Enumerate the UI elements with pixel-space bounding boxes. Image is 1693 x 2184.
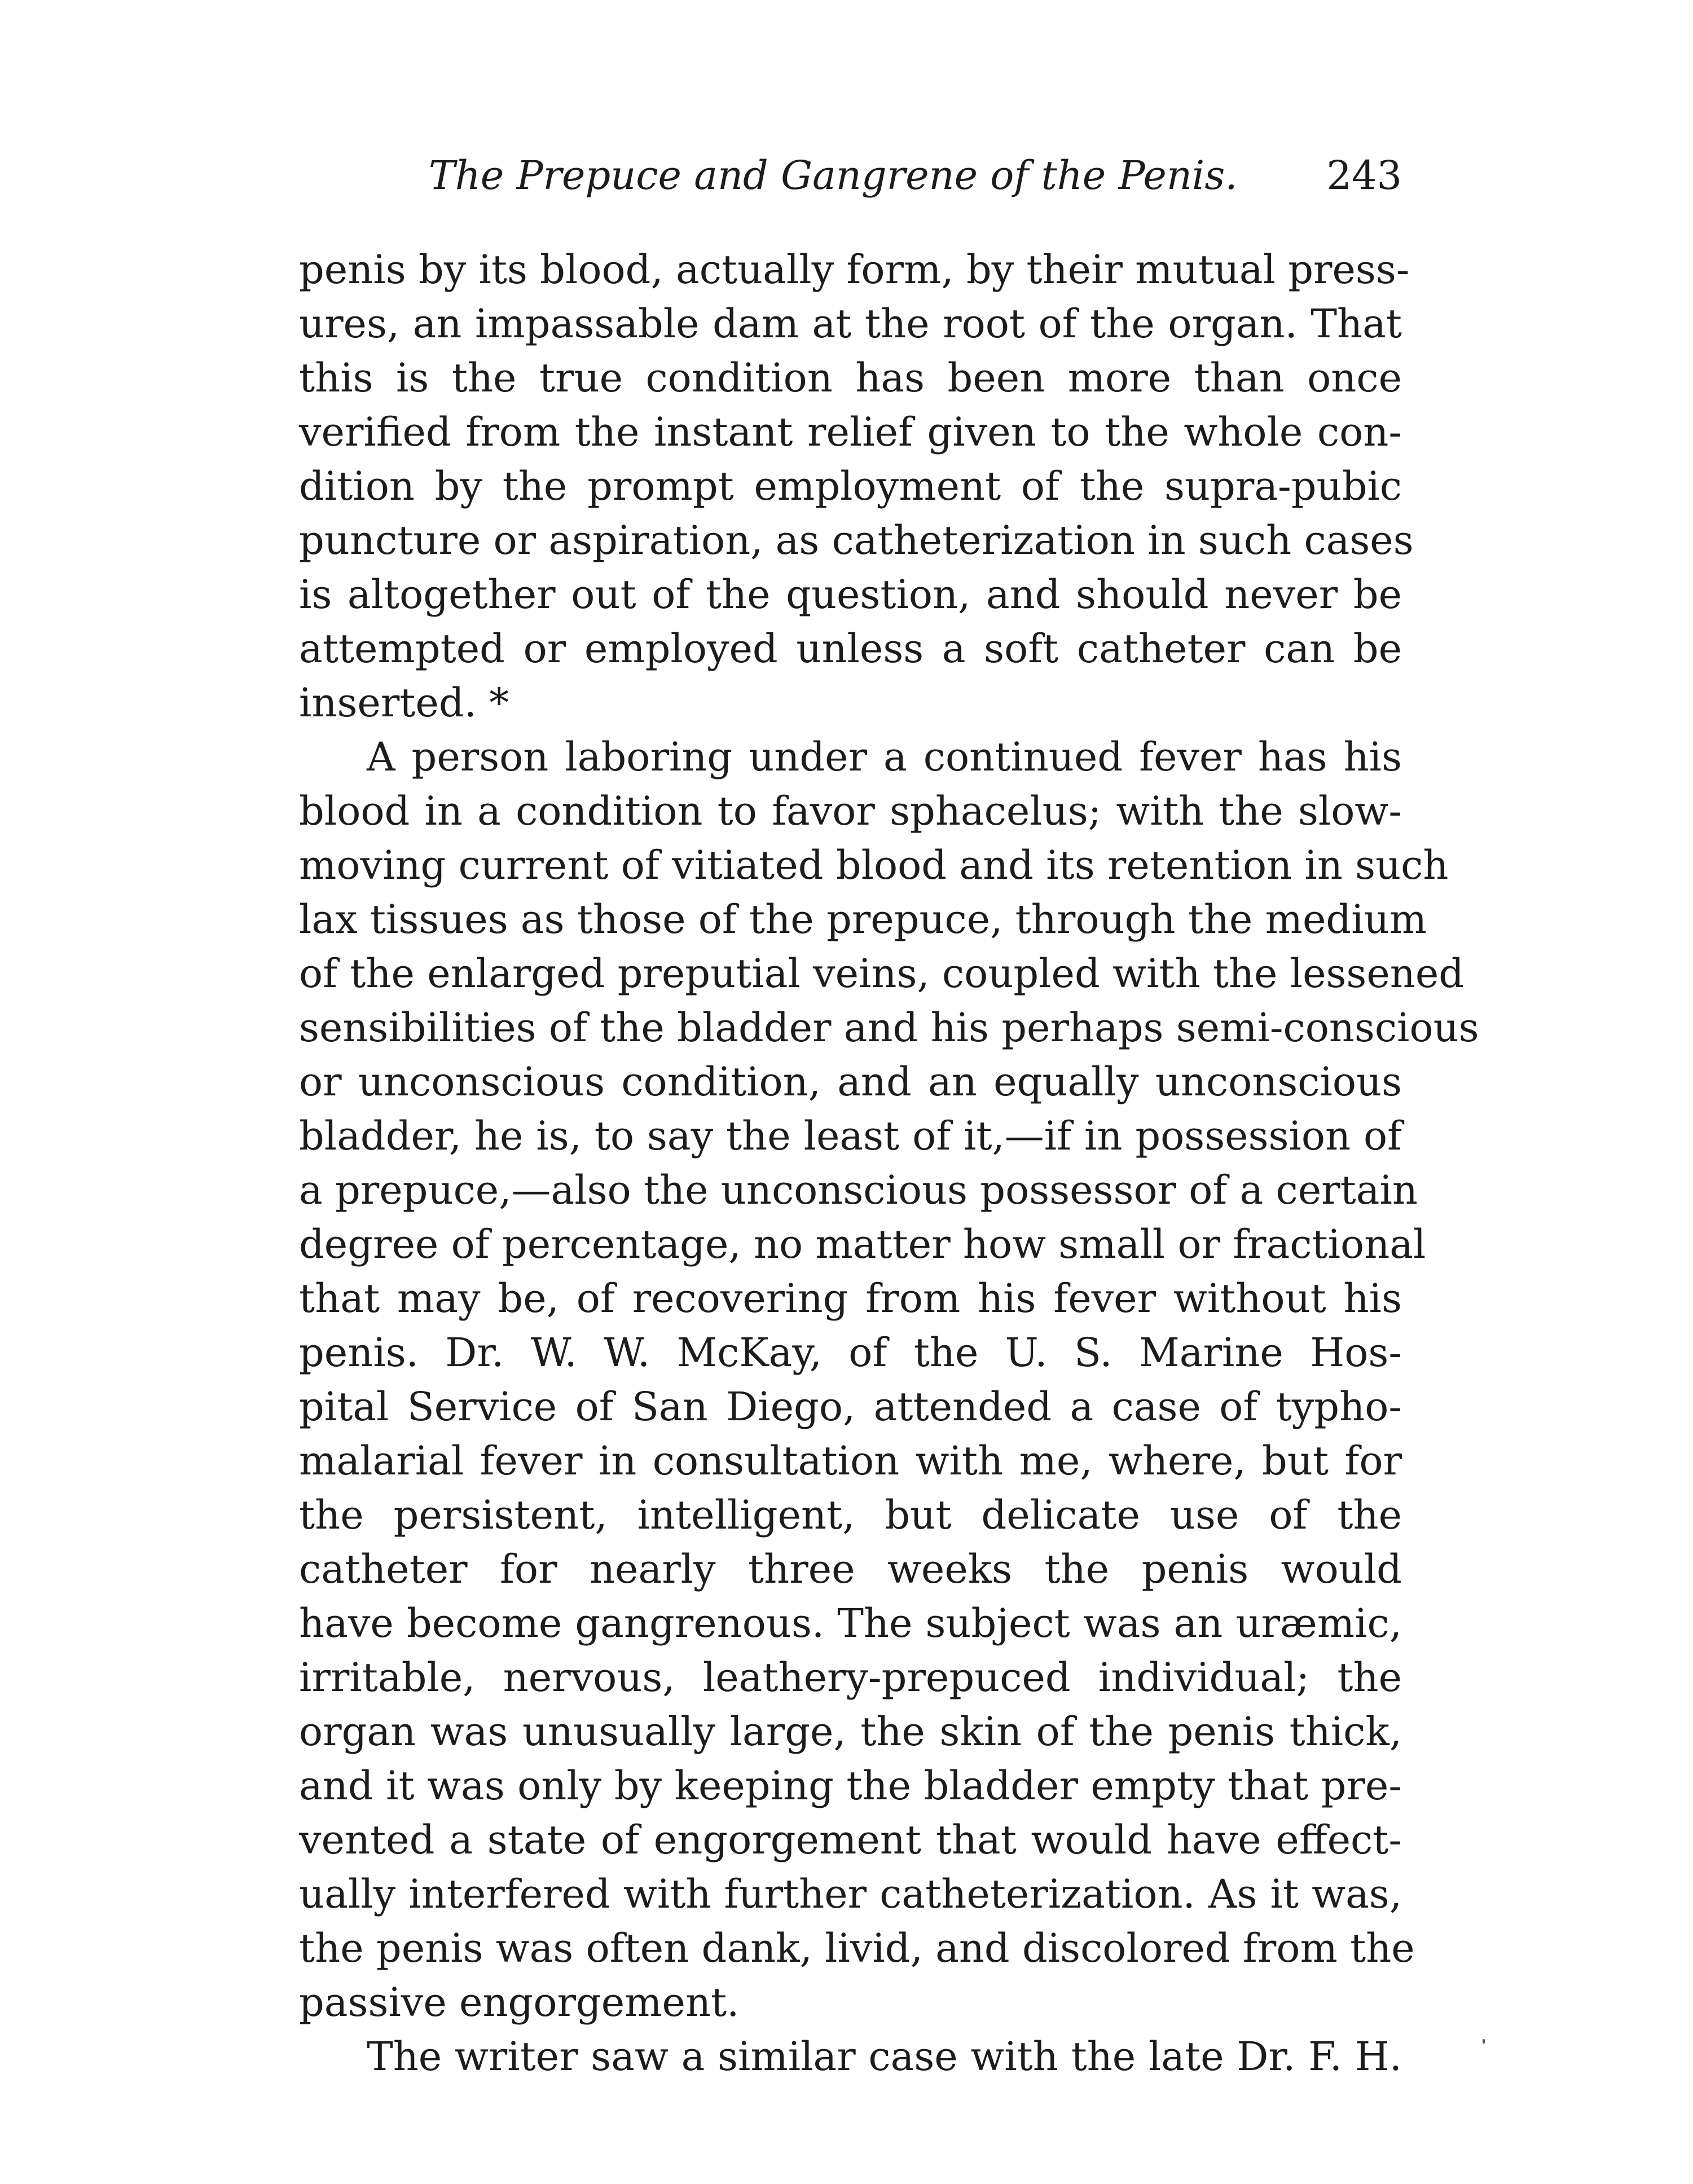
- text-line: inserted. *: [299, 680, 509, 726]
- text-line: organ was unusually large, the skin of the penis thick,: [299, 1709, 1402, 1755]
- text-line: lax tissues as those of the prepuce, through the medium: [299, 896, 1427, 943]
- text-line: this is the true condition has been more than once: [299, 355, 1402, 401]
- text-line: penis. Dr. W. W. McKay, of the U. S. Marine Hos-: [299, 1329, 1402, 1376]
- text-line: vented a state of engorgement that would have effect-: [299, 1817, 1402, 1863]
- text-line: the persistent, intelligent, but delicate use of the: [299, 1492, 1402, 1538]
- text-line: have become gangrenous. The subject was an uræmic,: [299, 1600, 1402, 1646]
- paragraph-first-line: A person laboring under a continued fever has his: [367, 734, 1402, 780]
- text-line: attempted or employed unless a soft catheter can be: [299, 626, 1402, 672]
- paragraph-first-line: The writer saw a similar case with the late Dr. F. H.: [367, 2033, 1402, 2080]
- text-line: dition by the prompt employment of the supra-pubic: [299, 463, 1402, 509]
- text-line: sensibilities of the bladder and his perhaps semi-conscious: [299, 1005, 1479, 1051]
- text-line: malarial fever in consultation with me, where, but for: [299, 1438, 1402, 1484]
- text-line: pital Service of San Diego, attended a case of typho-: [299, 1384, 1402, 1430]
- running-head: [429, 152, 1402, 214]
- text-line: blood in a condition to favor sphacelus; with the slow-: [299, 788, 1402, 834]
- text-line: puncture or aspiration, as catheterization in such cases: [299, 517, 1414, 563]
- text-line: moving current of vitiated blood and its retention in such: [299, 842, 1449, 888]
- text-line: irritable, nervous, leathery-prepuced individual; the: [299, 1654, 1402, 1701]
- text-line: and it was only by keeping the bladder empty that pre-: [299, 1763, 1402, 1809]
- ink-speck: [1483, 2039, 1485, 2044]
- text-line: or unconscious condition, and an equally unconscious: [299, 1059, 1402, 1105]
- text-line: penis by its blood, actually form, by their mutual press-: [299, 246, 1410, 293]
- text-line: catheter for nearly three weeks the penis would: [299, 1546, 1402, 1592]
- text-line: a prepuce,—also the unconscious possessor of a certain: [299, 1167, 1418, 1213]
- text-line: degree of percentage, no matter how small or fractional: [299, 1221, 1426, 1267]
- text-line: of the enlarged preputial veins, coupled with the lessened: [299, 950, 1465, 997]
- text-line: bladder, he is, to say the least of it,—if in possession of: [299, 1113, 1402, 1159]
- text-line: that may be, of recovering from his fever without his: [299, 1275, 1402, 1322]
- text-line: the penis was often dank, livid, and discolored from the: [299, 1925, 1415, 1971]
- running-title: The Prepuce and Gangrene of the Penis.: [429, 152, 1238, 199]
- text-line: ures, an impassable dam at the root of the organ. That: [299, 301, 1402, 347]
- text-line: passive engorgement.: [299, 1979, 740, 2026]
- text-line: is altogether out of the question, and should never be: [299, 571, 1402, 618]
- text-line: verified from the instant relief given to the whole con-: [299, 409, 1402, 455]
- page-number: 243: [1326, 152, 1402, 199]
- text-line: ually interfered with further catheterization. As it was,: [299, 1871, 1402, 1917]
